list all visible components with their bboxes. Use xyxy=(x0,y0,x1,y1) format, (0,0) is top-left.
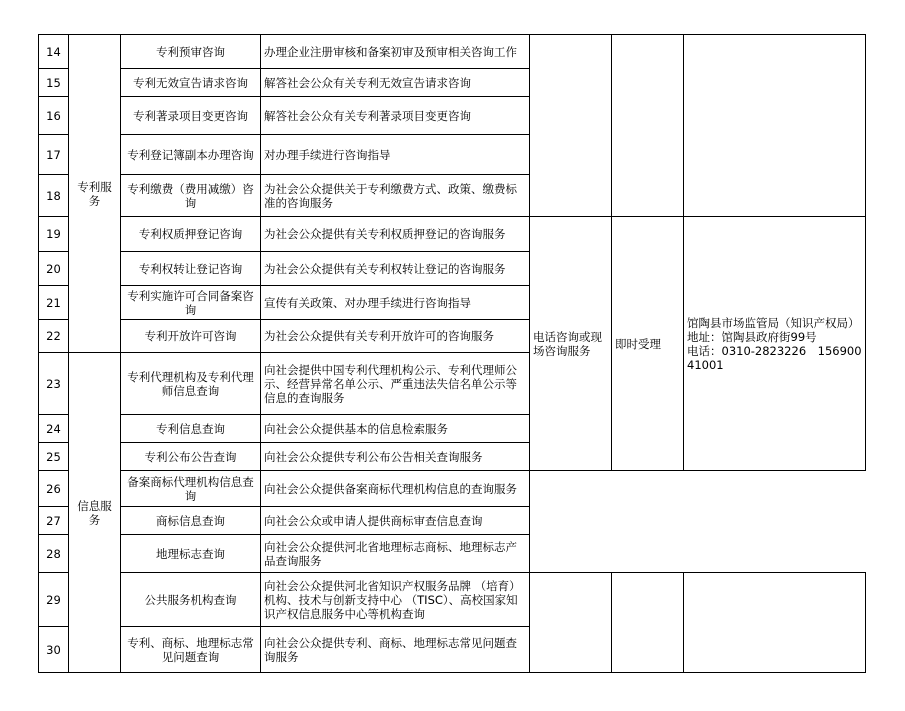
empty-cell xyxy=(612,35,684,217)
row-number: 17 xyxy=(39,135,69,175)
service-description: 向社会公众或申请人提供商标审查信息查询 xyxy=(261,507,530,535)
service-method: 电话咨询或现场咨询服务 xyxy=(530,217,612,471)
service-description: 宣传有关政策、对办理手续进行咨询指导 xyxy=(261,286,530,320)
category-info-service: 信息服务 xyxy=(69,353,121,673)
service-name: 专利权质押登记咨询 xyxy=(121,217,261,252)
row-number: 24 xyxy=(39,415,69,443)
service-name: 备案商标代理机构信息查询 xyxy=(121,471,261,507)
table-row xyxy=(39,471,866,507)
table-row xyxy=(39,573,866,627)
row-number: 15 xyxy=(39,69,69,97)
empty-cell xyxy=(684,573,866,673)
service-description: 为社会公众提供有关专利开放许可的咨询服务 xyxy=(261,320,530,353)
service-name: 专利预审咨询 xyxy=(121,35,261,69)
empty-cell xyxy=(684,35,866,217)
service-name: 专利代理机构及专利代理师信息查询 xyxy=(121,353,261,415)
service-description: 向社会公众提供基本的信息检索服务 xyxy=(261,415,530,443)
empty-cell xyxy=(530,573,612,673)
service-description: 向社会提供中国专利代理机构公示、专利代理师公示、经营异常名单公示、严重违法失信名单公示等信息的查询服务 xyxy=(261,353,530,415)
service-description: 对办理手续进行咨询指导 xyxy=(261,135,530,175)
table-row xyxy=(39,217,866,252)
service-description: 向社会公众提供备案商标代理机构信息的查询服务 xyxy=(261,471,530,507)
service-name: 专利著录项目变更咨询 xyxy=(121,97,261,135)
row-number: 25 xyxy=(39,443,69,471)
row-number: 16 xyxy=(39,97,69,135)
service-description: 向社会公众提供河北省知识产权服务品牌 （培育）机构、技术与创新支持中心 （TISC）、高校国家知识产权信息服务中心等机构查询 xyxy=(261,573,530,627)
row-number: 19 xyxy=(39,217,69,252)
row-number: 29 xyxy=(39,573,69,627)
service-description: 解答社会公众有关专利著录项目变更咨询 xyxy=(261,97,530,135)
row-number: 18 xyxy=(39,175,69,217)
service-name: 专利登记簿副本办理咨询 xyxy=(121,135,261,175)
service-description: 向社会公众提供专利、商标、地理标志常见问题查询服务 xyxy=(261,627,530,673)
row-number: 23 xyxy=(39,353,69,415)
table-row xyxy=(39,35,866,69)
service-name: 专利无效宣告请求咨询 xyxy=(121,69,261,97)
service-name: 专利信息查询 xyxy=(121,415,261,443)
contact-info: 馆陶县市场监管局（知识产权局） 地址：馆陶县政府街99号 电话：0310-2823226 15690041001 xyxy=(684,217,866,471)
empty-cell xyxy=(612,573,684,673)
row-number: 26 xyxy=(39,471,69,507)
table-row xyxy=(39,535,866,573)
row-number: 27 xyxy=(39,507,69,535)
row-number: 20 xyxy=(39,252,69,286)
table-row xyxy=(39,507,866,535)
service-name: 地理标志查询 xyxy=(121,535,261,573)
row-number: 21 xyxy=(39,286,69,320)
service-name: 专利实施许可合同备案咨询 xyxy=(121,286,261,320)
service-description: 向社会公众提供专利公布公告相关查询服务 xyxy=(261,443,530,471)
category-patent-service: 专利服务 xyxy=(69,35,121,353)
service-name: 专利缴费（费用减缴）咨询 xyxy=(121,175,261,217)
service-timing: 即时受理 xyxy=(612,217,684,471)
service-name: 公共服务机构查询 xyxy=(121,573,261,627)
service-table xyxy=(38,34,877,673)
row-number: 14 xyxy=(39,35,69,69)
row-number: 22 xyxy=(39,320,69,353)
service-name: 专利公布公告查询 xyxy=(121,443,261,471)
service-description: 为社会公众提供有关专利权转让登记的咨询服务 xyxy=(261,252,530,286)
service-name: 商标信息查询 xyxy=(121,507,261,535)
service-name: 专利开放许可咨询 xyxy=(121,320,261,353)
service-description: 向社会公众提供河北省地理标志商标、地理标志产品查询服务 xyxy=(261,535,530,573)
service-description: 解答社会公众有关专利无效宣告请求咨询 xyxy=(261,69,530,97)
service-name: 专利权转让登记咨询 xyxy=(121,252,261,286)
row-number: 28 xyxy=(39,535,69,573)
service-description: 为社会公众提供有关专利权质押登记的咨询服务 xyxy=(261,217,530,252)
service-description: 为社会公众提供关于专利缴费方式、政策、缴费标准的咨询服务 xyxy=(261,175,530,217)
service-description: 办理企业注册审核和备案初审及预审相关咨询工作 xyxy=(261,35,530,69)
empty-cell xyxy=(530,35,612,217)
row-number: 30 xyxy=(39,627,69,673)
service-name: 专利、商标、地理标志常见问题查询 xyxy=(121,627,261,673)
